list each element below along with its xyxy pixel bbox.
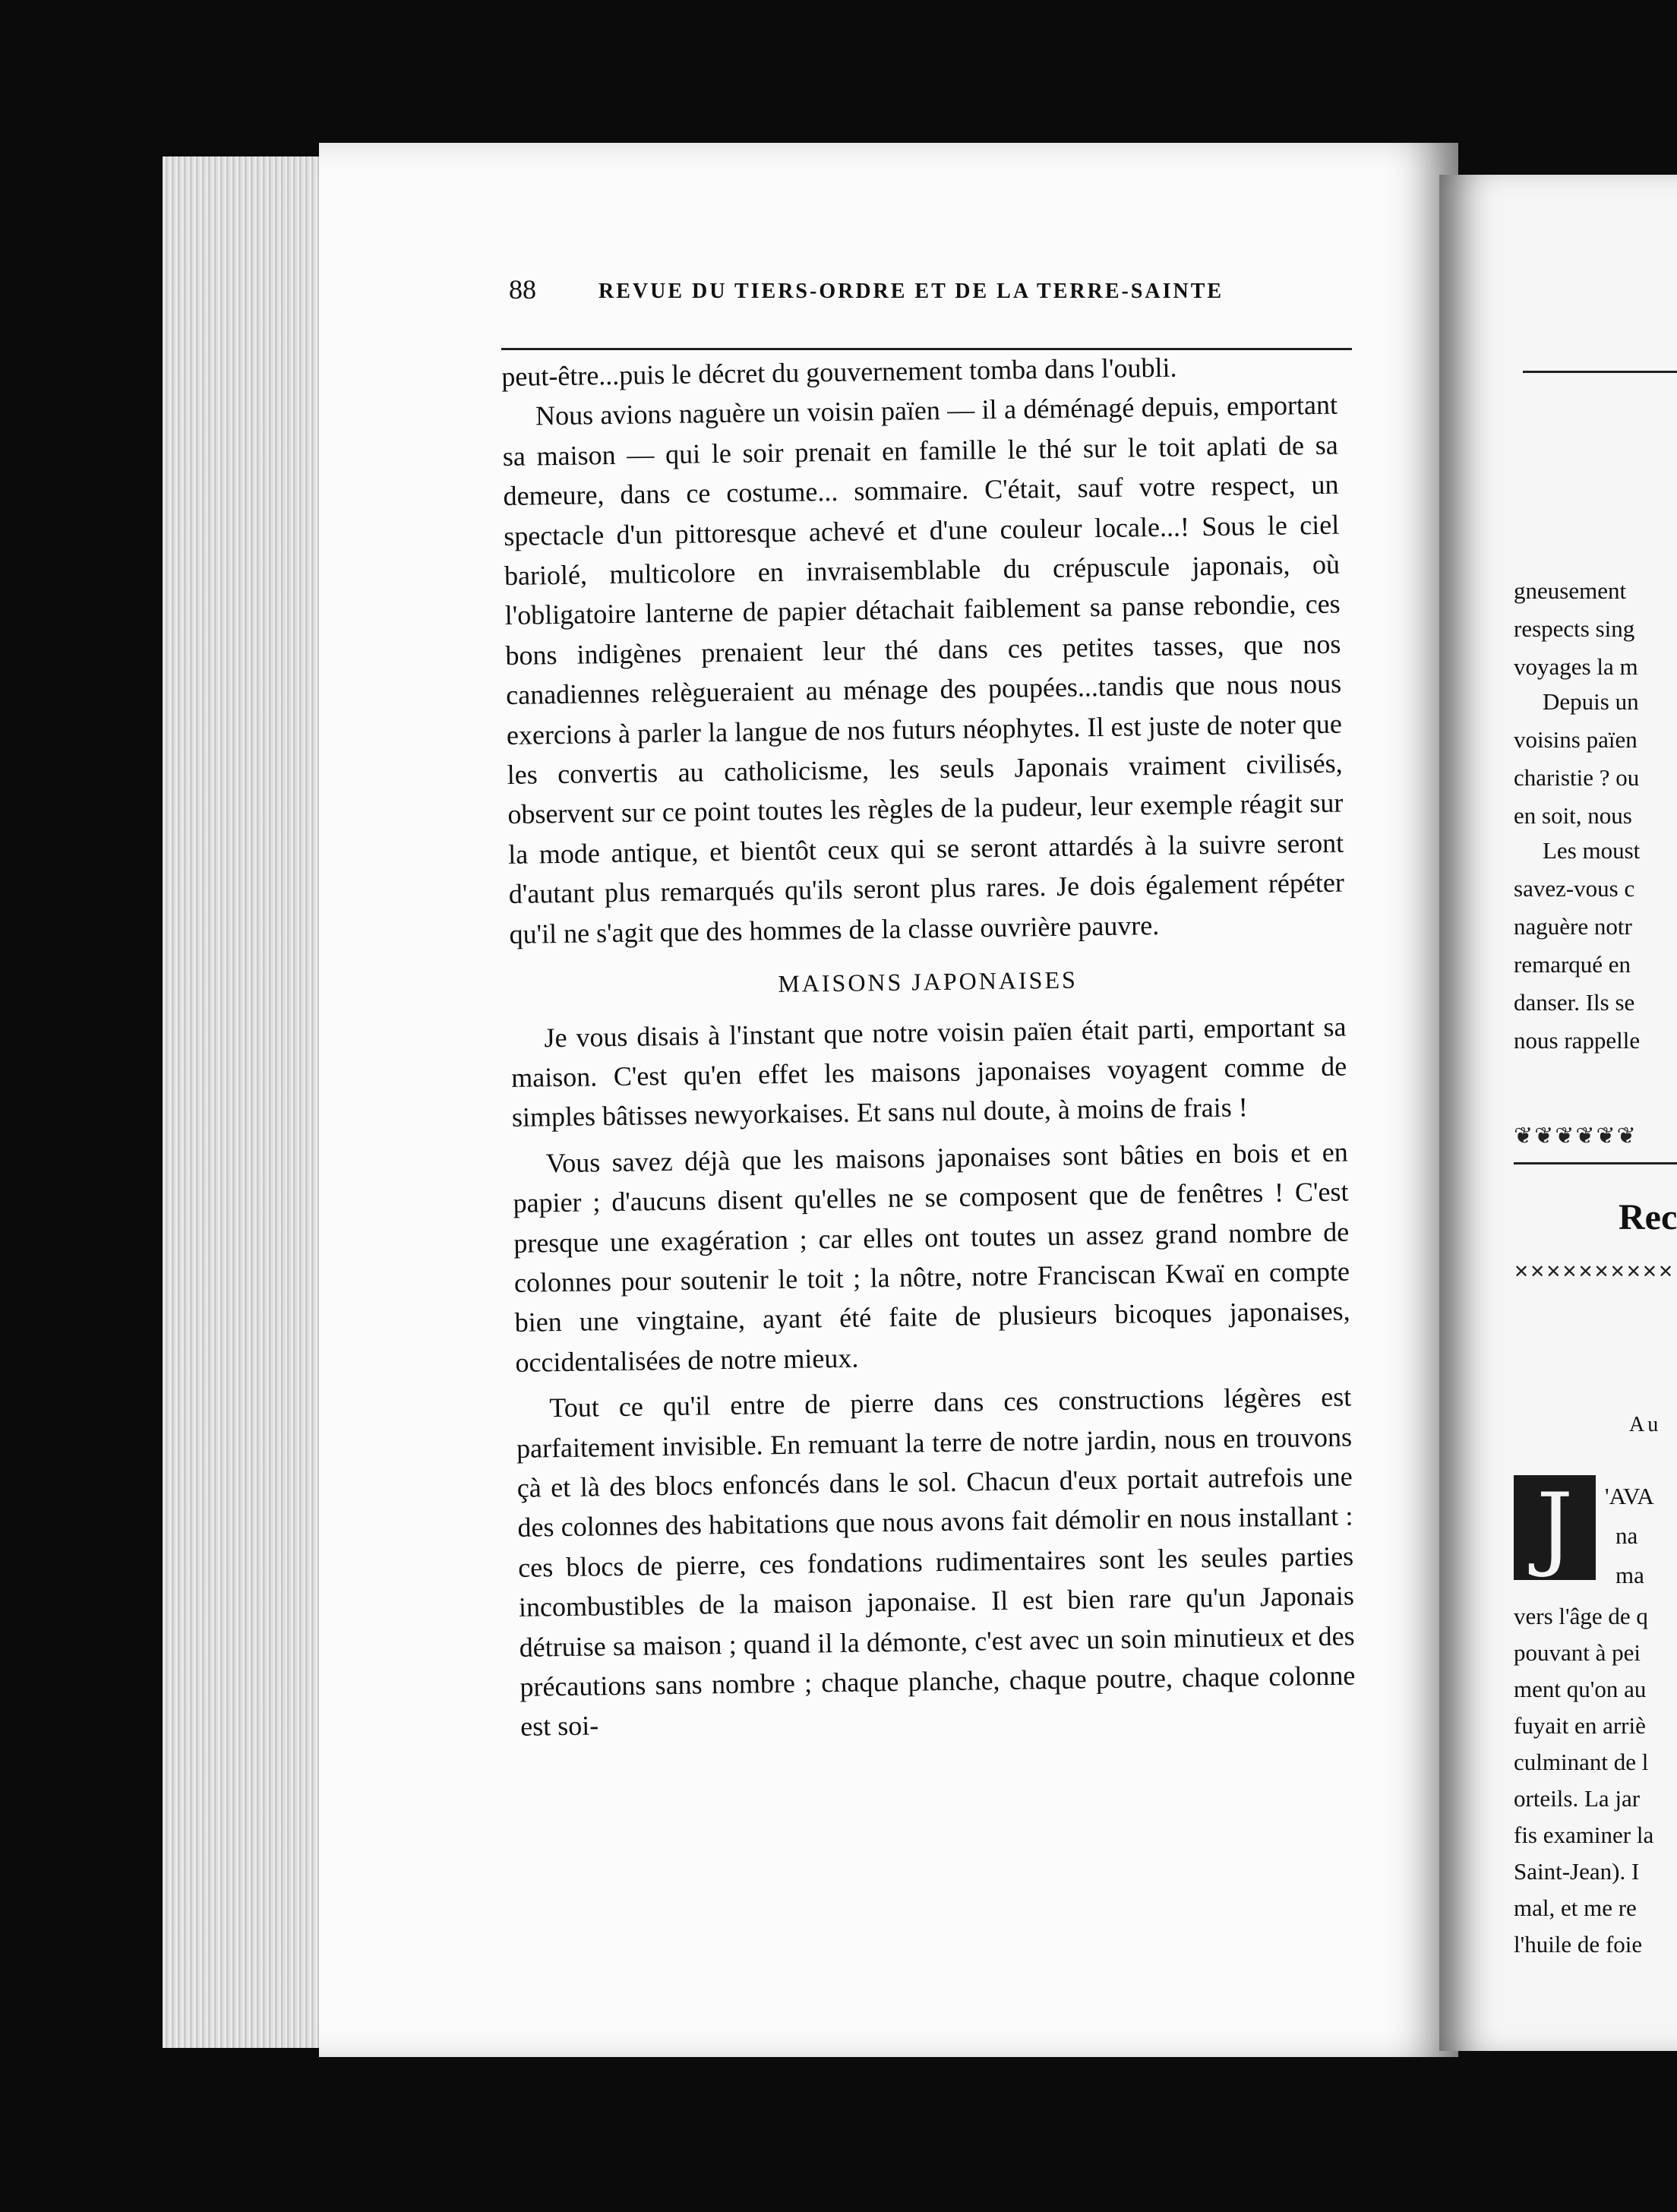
paragraph-continued: peut-être...puis le décret du gouvernement tomba dans l'oubli. <box>501 352 1177 392</box>
paragraph-stone: Tout ce qu'il entre de pierre dans ces constructions légères est parfaitement invisible. En remuant la terre de notre jardin, nous en trouvons çà et là des blocs enfoncés dans le sol. Chacun d'eux portait autrefois une des colonnes des habitations que nous avons fait démolir en nous installant : ces blocs de pierre, ces fondations rudimentaires sont les seules parties incombustibles de la maison japonaise. Il est bien rare qu'un Japonais détruise sa maison ; quand il la démonte, c'est avec un soin minutieux et des précautions sans nombre ; chaque planche, chaque poutre, chaque colonne est soi- <box>516 1381 1356 1743</box>
right-text-line: vers l'âge de q <box>1514 1603 1648 1629</box>
right-text-line: pouvant à pei <box>1514 1639 1641 1666</box>
right-text-line: l'huile de foie <box>1514 1931 1643 1958</box>
right-text-line: en soit, nous <box>1514 802 1632 829</box>
right-page <box>1439 175 1677 2051</box>
page-header <box>509 273 1360 311</box>
right-rule <box>1514 1162 1677 1164</box>
ornament-band: ❦❦❦❦❦❦ <box>1514 1123 1638 1149</box>
right-text-line: respects sing <box>1514 615 1635 642</box>
page-number: 88 <box>509 274 536 305</box>
right-text-line: Les moust <box>1543 837 1641 864</box>
running-title: REVUE DU TIERS-ORDRE ET DE LA TERRE-SAINTE <box>598 280 1224 303</box>
ornament-band-small: ✕✕✕✕✕✕✕✕✕✕ <box>1514 1262 1675 1282</box>
right-text-line: charistie ? ou <box>1514 764 1640 791</box>
right-text-line: savez-vous c <box>1514 875 1635 902</box>
right-text-line: fis examiner la <box>1514 1822 1654 1848</box>
right-header-rule <box>1523 371 1677 373</box>
right-text-line: culminant de l <box>1514 1749 1649 1775</box>
dropcap-line: 'AVA <box>1605 1483 1654 1509</box>
right-text-line: ment qu'on au <box>1514 1676 1647 1702</box>
left-page-body <box>501 346 1356 1747</box>
dropcap-line: na <box>1615 1522 1638 1549</box>
right-text-line: gneusement <box>1514 577 1627 604</box>
paragraph-wood-paper: Vous savez déjà que les maisons japonaises sont bâties en bois et en papier ; d'aucuns disent qu'elles ne se composent que de fenêtres ! C'est presque une exagération ; car elles ont toutes un assez grand nombre de colonnes pour soutenir le toit ; la nôtre, notre Franciscan Kwaï en compte bien une vingtaine, ayant été faite de plusieurs bicoques japonaises, occidentalisées de notre mieux. <box>513 1136 1350 1378</box>
right-text-line: Saint-Jean). I <box>1514 1858 1640 1885</box>
paragraph-houses-travel: Je vous disais à l'instant que notre voisin païen était parti, emportant sa maison. C'est qu'en effet les maisons japonaises voyagent comme de simples bâtisses newyorkaises. Et sans nul doute, à moins de frais ! <box>510 1011 1347 1133</box>
page-stack-edge <box>163 156 337 2048</box>
right-text-line: orteils. La jar <box>1514 1785 1641 1812</box>
paragraph-neighbor: Nous avions naguère un voisin païen — il a déménagé depuis, emportant sa maison — qui le soir prenait en famille le thé sur le toit aplati de sa demeure, dans ce costume... sommaire. C'était, sauf votre respect, un spectacle d'un pittoresque achevé et d'une couleur locale...! Sous le ciel bariolé, multicolore en invraisemblable du crépuscule japonais, où l'obligatoire lanterne de papier détachait faiblement sa panse rebondie, ces bons indigènes prenaient leur thé dans ces petites tasses, que nos canadiennes relègueraient au ménage des poupées...tandis que nous nous exercions à parler la langue de nos futurs néophytes. Il est juste de noter que les convertis au catholicisme, les seuls Japonais vraiment civilisés, observent sur ce point toutes les règles de la pudeur, leur exemple réagit sur la mode antique, et bientôt ceux qui se seront attardés à la suivre seront d'autant plus remarqués qu'ils seront plus rares. Je dois également répéter qu'il ne s'agit que des hommes de la classe ouvrière pauvre. <box>502 390 1345 950</box>
right-subheading: Au <box>1629 1413 1662 1436</box>
right-text-line: Depuis un <box>1543 688 1639 715</box>
drop-cap: J <box>1514 1475 1596 1580</box>
right-section-heading: Rec <box>1619 1197 1677 1237</box>
right-text-line: remarqué en <box>1514 951 1631 978</box>
right-text-line: voyages la m <box>1514 653 1638 680</box>
right-text-line: naguère notr <box>1514 913 1632 940</box>
right-text-line: mal, et me re <box>1514 1894 1637 1921</box>
section-title: MAISONS JAPONAISES <box>778 965 1079 998</box>
dropcap-line: ma <box>1615 1562 1644 1588</box>
right-text-line: nous rappelle <box>1514 1027 1641 1054</box>
right-text-line: fuyait en arriè <box>1514 1712 1646 1739</box>
right-text-line: danser. Ils se <box>1514 989 1635 1016</box>
right-text-line: voisins païen <box>1514 726 1638 753</box>
